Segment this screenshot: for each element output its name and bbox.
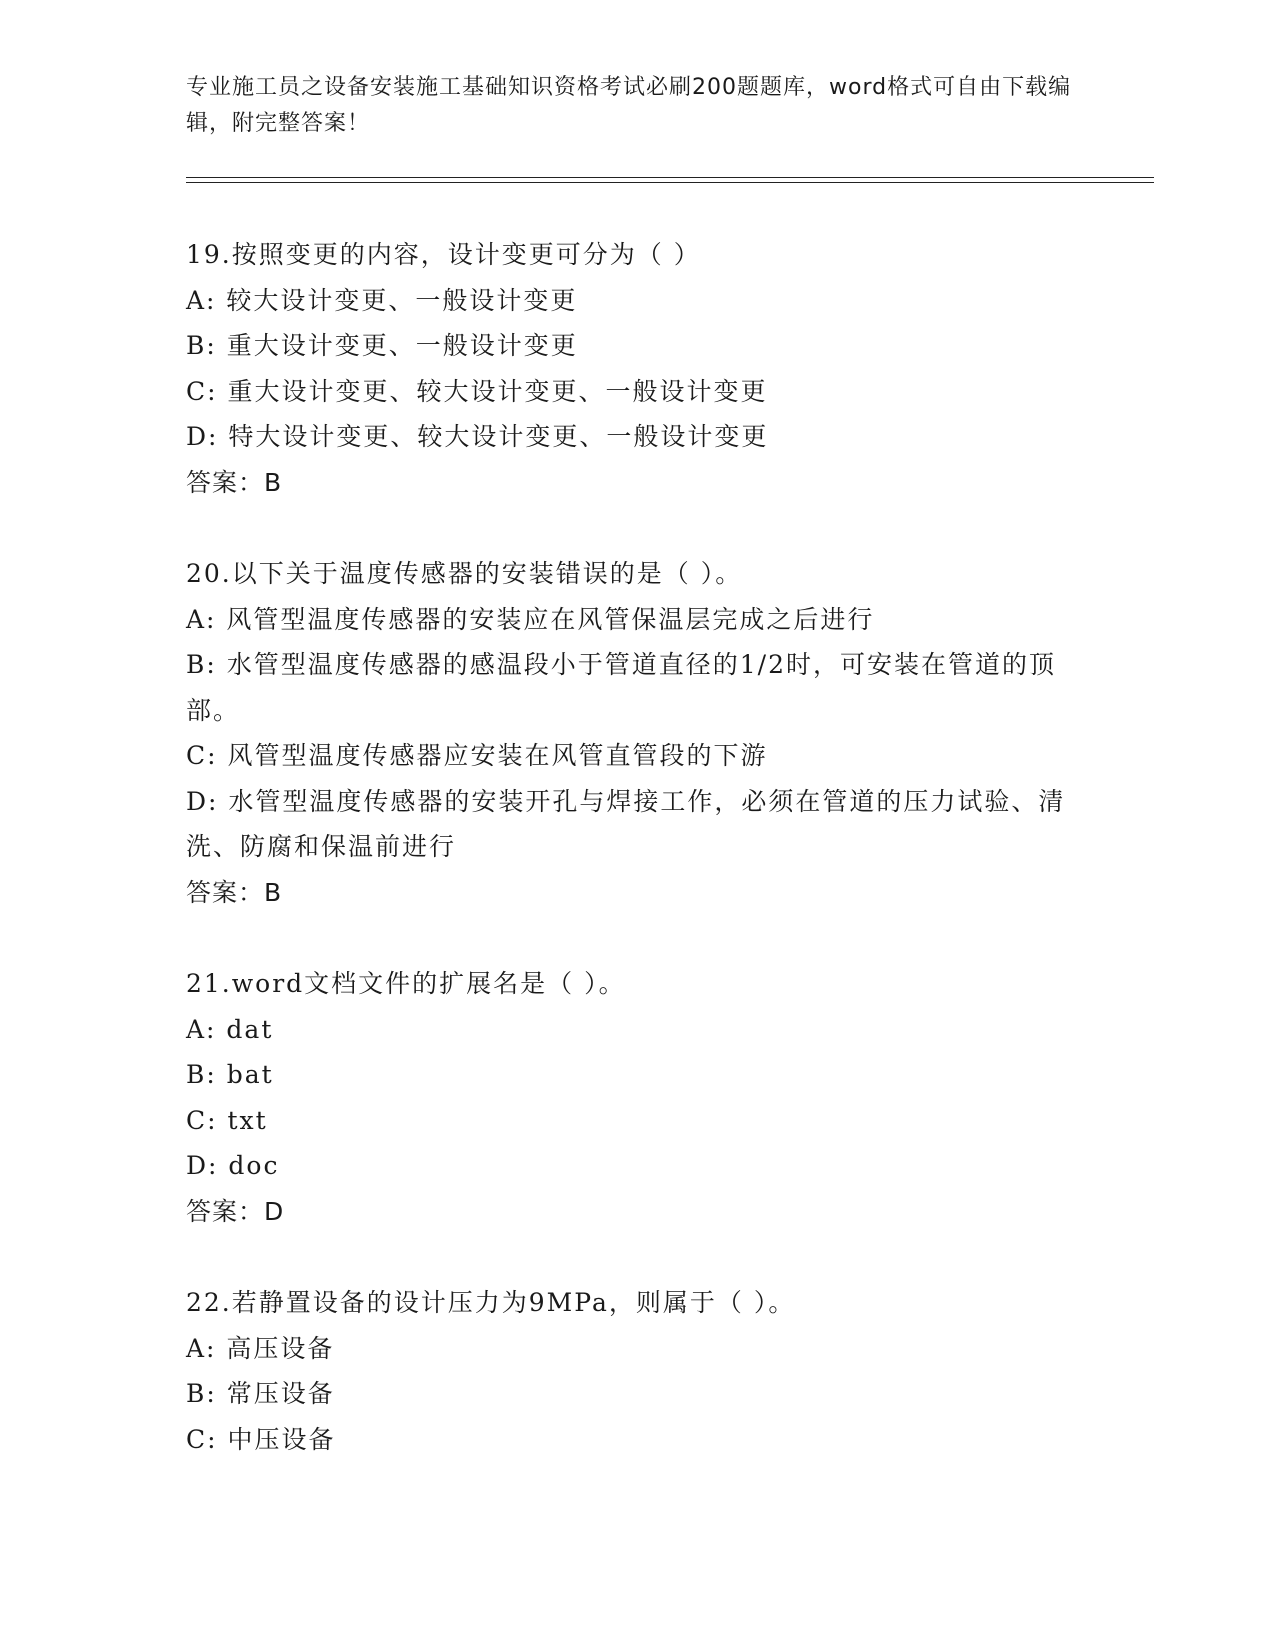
question-stem: 20.以下关于温度传感器的安装错误的是（ ）。 (186, 559, 743, 588)
option-b: B: bat (186, 1060, 274, 1089)
answer-line: 答案：B (186, 467, 283, 497)
header-divider-bottom (186, 182, 1154, 183)
option-b: B: 重大设计变更、一般设计变更 (186, 331, 578, 360)
option-a: A: 风管型温度传感器的安装应在风管保温层完成之后进行 (186, 604, 875, 634)
option-c: C: 重大设计变更、较大设计变更、一般设计变更 (186, 376, 768, 406)
option-a: A: 较大设计变更、一般设计变更 (186, 285, 578, 315)
option-c: C: txt (186, 1105, 268, 1135)
question-stem: 22.若静置设备的设计压力为9MPa，则属于（ ）。 (186, 1288, 796, 1317)
option-d: D: 水管型温度传感器的安装开孔与焊接工作，必须在管道的压力试验、清洗、防腐和保温前进行 (186, 786, 1066, 861)
answer-line: 答案：B (186, 877, 283, 907)
question-stem: 21.word文档文件的扩展名是（ ）。 (186, 969, 626, 998)
option-a: A: 高压设备 (186, 1333, 335, 1363)
option-c: C: 风管型温度传感器应安装在风管直管段的下游 (186, 741, 768, 770)
question-19 (186, 232, 1086, 505)
question-list (186, 232, 1086, 1508)
document-header: 专业施工员之设备安装施工基础知识资格考试必刷200题题库，word格式可自由下载编辑，附完整答案！ (186, 75, 1072, 136)
option-c: C: 中压设备 (186, 1424, 336, 1454)
option-b: B: 水管型温度传感器的感温段小于管道直径的1/2时，可安装在管道的顶部。 (186, 650, 1056, 725)
answer-line: 答案：D (186, 1196, 285, 1226)
option-d: D: 特大设计变更、较大设计变更、一般设计变更 (186, 422, 769, 451)
question-stem: 19.按照变更的内容，设计变更可分为（ ） (186, 240, 701, 269)
question-22 (186, 1280, 1086, 1462)
option-a: A: dat (186, 1014, 274, 1044)
option-b: B: 常压设备 (186, 1379, 335, 1408)
header-divider-top (186, 177, 1154, 178)
option-d: D: doc (186, 1151, 280, 1180)
question-21 (186, 961, 1086, 1234)
question-20 (186, 551, 1086, 915)
